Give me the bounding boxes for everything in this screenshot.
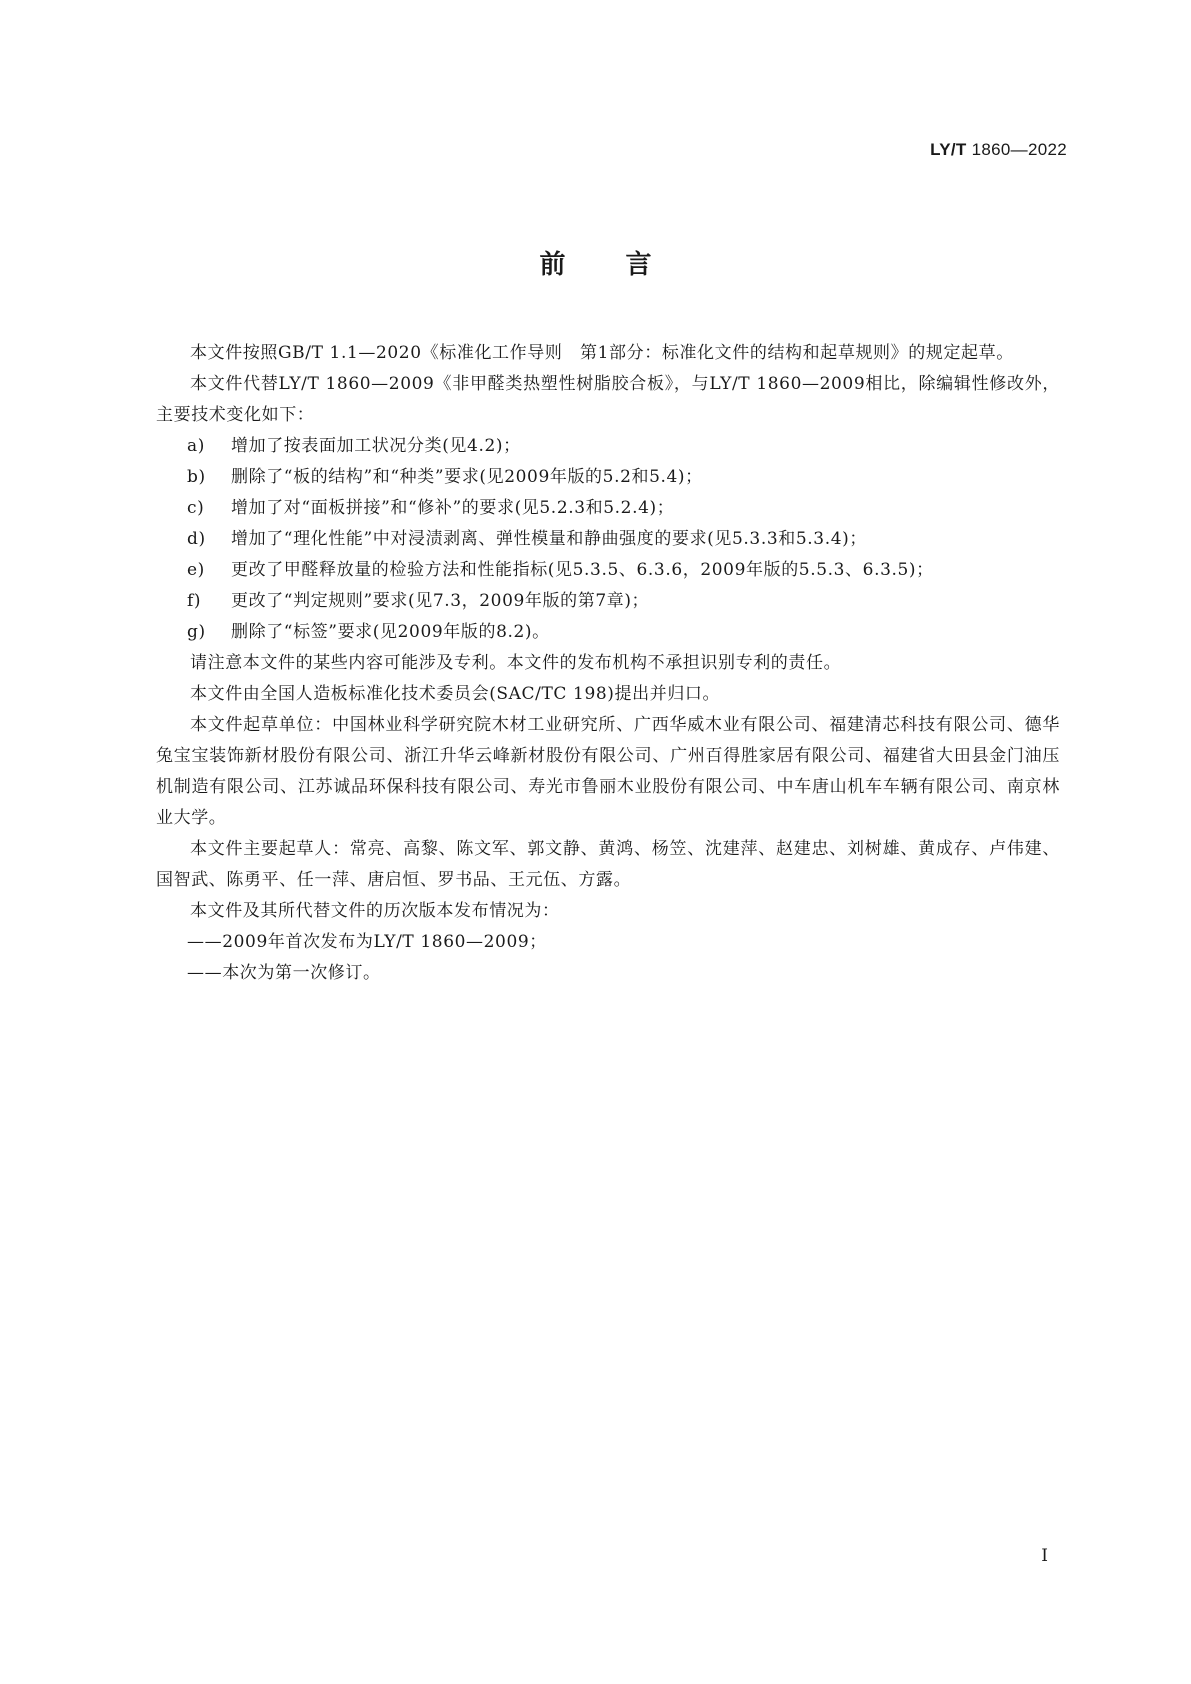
list-item-text: 删除了“标签”要求(见2009年版的8.2)。	[231, 622, 550, 642]
list-item-text: 删除了“板的结构”和“种类”要求(见2009年版的5.2和5.4)；	[231, 467, 703, 487]
list-item	[156, 555, 1060, 586]
list-item	[156, 524, 1060, 555]
list-item-text: 增加了按表面加工状况分类(见4.2)；	[231, 436, 521, 456]
paragraph-patent-notice: 请注意本文件的某些内容可能涉及专利。本文件的发布机构不承担识别专利的责任。	[190, 653, 842, 673]
history-item: ——2009年首次发布为LY/T 1860—2009；	[187, 932, 547, 952]
history-item: ——本次为第一次修订。	[187, 963, 381, 983]
standard-number: 1860—2022	[971, 140, 1067, 159]
paragraph-history-intro: 本文件及其所代替文件的历次版本发布情况为：	[190, 901, 560, 921]
list-item	[156, 462, 1060, 493]
list-item	[156, 617, 1060, 648]
page-title: 前言	[539, 250, 712, 280]
paragraph-drafting-units: 本文件起草单位：中国林业科学研究院木材工业研究所、广西华威木业有限公司、福建清芯科技有限公司、德华兔宝宝装饰新材股份有限公司、浙江升华云峰新材股份有限公司、广州百得胜家居有限公司、福建省大田县金门油压机制造有限公司、江苏诚品环保科技有限公司、寿光市鲁丽木业股份有限公司、中车唐山机车车辆有限公司、南京林业大学。	[156, 715, 1060, 828]
standard-prefix: LY/T	[930, 140, 967, 159]
list-marker: c)	[187, 498, 205, 518]
list-marker: b)	[187, 467, 206, 487]
paragraph-proposer: 本文件由全国人造板标准化技术委员会(SAC/TC 198)提出并归口。	[190, 684, 721, 704]
list-item	[156, 586, 1060, 617]
list-marker: d)	[187, 529, 206, 549]
list-item-text: 更改了甲醛释放量的检验方法和性能指标(见5.3.5、6.3.6，2009年版的5.5.3、6.3.5)；	[231, 560, 934, 580]
standard-code	[930, 140, 1067, 160]
list-marker: f)	[187, 591, 202, 611]
list-item	[156, 431, 1060, 462]
page-number: I	[1041, 1546, 1048, 1566]
list-item-text: 更改了“判定规则”要求(见7.3，2009年版的第7章)；	[231, 591, 650, 611]
paragraph-replacement: 本文件代替LY/T 1860—2009《非甲醛类热塑性树脂胶合板》，与LY/T 1860—2009相比，除编辑性修改外，主要技术变化如下：	[156, 374, 1060, 425]
foreword-body	[156, 338, 1060, 989]
list-item-text: 增加了“理化性能”中对浸渍剥离、弹性模量和静曲强度的要求(见5.3.3和5.3.4)；	[231, 529, 867, 549]
list-marker: a)	[187, 436, 205, 456]
list-item-text: 增加了对“面板拼接”和“修补”的要求(见5.2.3和5.2.4)；	[231, 498, 675, 518]
paragraph-drafters: 本文件主要起草人：常亮、高黎、陈文军、郭文静、黄鸿、杨笠、沈建萍、赵建忠、刘树雄、黄成存、卢伟建、国智武、陈勇平、任一萍、唐启恒、罗书品、王元伍、方露。	[156, 839, 1060, 890]
paragraph-drafting-basis: 本文件按照GB/T 1.1—2020《标准化工作导则 第1部分：标准化文件的结构和起草规则》的规定起草。	[190, 343, 1014, 363]
list-marker: e)	[187, 560, 205, 580]
list-marker: g)	[187, 622, 206, 642]
list-item	[156, 493, 1060, 524]
